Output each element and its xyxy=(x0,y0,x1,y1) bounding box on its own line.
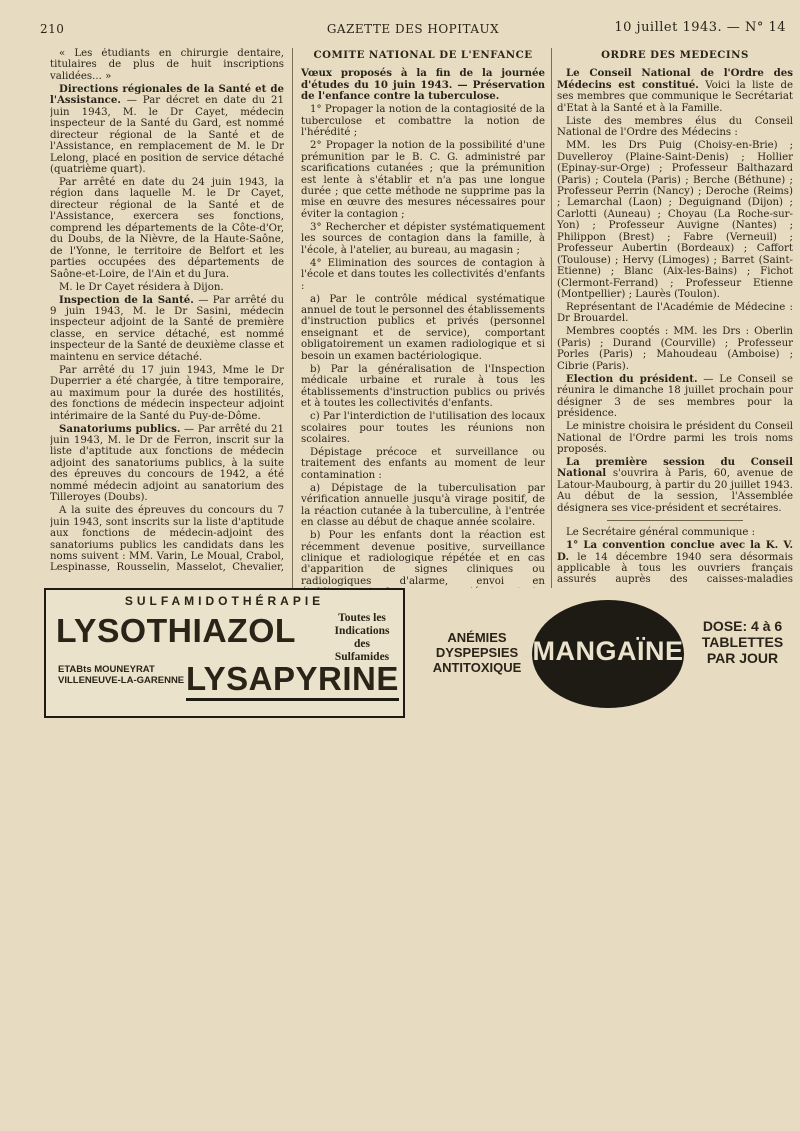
advertisements xyxy=(44,588,792,738)
paragraph: b) Pour les enfants dont la réaction est récemment devenue positive, surveillance clinique et radiologique répétée et en cas d'apparition de signes cliniques ou radiologiques d'alarme, envoi en xyxy=(301,530,545,587)
paragraph xyxy=(50,84,284,176)
paragraph: a) Dépistage de la tuberculisation par vérification annuelle jusqu'à virage positif, de la réaction cutanée à la tuberculine, à l'entrée en classe au début de chaque année scolaire. xyxy=(301,482,545,529)
column-middle xyxy=(301,48,545,588)
intro-text: Vœux proposés à la fin de la journée d'études du 10 juin 1943. — Préservation de l'enfance contre la tuberculose. xyxy=(301,67,545,103)
paragraph: Dépistage précoce et surveillance ou traitement des enfants au moment de leur contamination : xyxy=(301,446,545,481)
paragraph-text: Voici la liste de ses membres que communique le Secrétariat d'Etat à la Santé et à la Famille. xyxy=(557,79,793,114)
column-right xyxy=(557,48,793,584)
paragraph: « Les étudiants en chirurgie dentaire, titulaires de plus de huit inscriptions validées... » xyxy=(50,48,284,82)
ad-tagline: SULFAMIDOTHÉRAPIE xyxy=(124,594,325,608)
manufacturer-town: VILLENEUVE-LA-GARENNE xyxy=(58,675,185,686)
paragraph-text: le 14 décembre 1940 sera désormais applicable à tous les ouvriers français assurés auprès des caisses-maladies xyxy=(557,551,793,584)
paragraph xyxy=(557,68,793,114)
paragraph: 3° Rechercher et dépister systématiquement les sources de contagion dans la famille, à l'école, à l'atelier, au bureau, au magasin ; xyxy=(301,221,545,256)
section-heading: ORDRE DES MEDECINS xyxy=(601,49,749,61)
issue-date: 10 juillet 1943. — N° 14 xyxy=(614,20,786,35)
paragraph: 2° Propager la notion de la possibilité d'une prémunition par le B. C. G. administré par scarifications cutanées ; que la prémunition est lente à s'établir et n'a pas une longue durée ; que cette méthode ne supprime pas la mise en œuvre des mesures nécessaires pour éviter la contagion ; xyxy=(301,140,545,220)
paragraph-text: s'ouvrira à Paris, 60, avenue de Latour-Maubourg, à partir du 20 juillet 1943. Au début de la session, l'Assemblée désignera ses vice-président et secrétaires. xyxy=(557,468,793,514)
column-divider xyxy=(551,48,552,588)
paragraph xyxy=(557,374,793,420)
paragraph: c) Par l'interdiction de l'utilisation des locaux scolaires pour toutes les réunions non scolaires. xyxy=(301,411,545,445)
paragraph xyxy=(557,457,793,514)
paragraph-heading: Sanatoriums publics. xyxy=(59,422,181,435)
paragraph-text: — Le Conseil se réunira le dimanche 18 juillet prochain pour désigner 3 de ses membres pour la présidence. xyxy=(557,373,793,420)
section-heading: COMITE NATIONAL DE L'ENFANCE xyxy=(313,49,533,61)
paragraph: Membres cooptés : MM. les Drs : Oberlin (Paris) ; Durand (Courville) ; Professeur Porles (Paris) ; Mahoudeau (Amboise) ; Cibrie (Paris). xyxy=(557,326,793,372)
column-left xyxy=(50,48,284,573)
paragraph: b) Par la généralisation de l'Inspection médicale urbaine et rurale à tous les établissements d'instruction publics ou privés et à toutes les collectivités d'enfants. xyxy=(301,363,545,410)
paragraph: Le Secrétaire général communique : xyxy=(566,527,756,539)
page-number: 210 xyxy=(40,22,65,36)
paragraph: Par arrêté du 17 juin 1943, Mme le Dr Duperrier a été chargée, à titre temporaire, au maximum pour la durée des hostilités, des fonctions de médecin inspecteur adjoint intérimaire de la Santé du Puy-de-Dôme. xyxy=(50,364,284,422)
mangaine-advert xyxy=(412,588,797,714)
paragraph xyxy=(50,424,284,504)
lysothiazol-advert xyxy=(44,588,405,718)
section-rule xyxy=(607,520,743,521)
paragraph-heading: Le Conseil National de l'Ordre des Médecins est constitué. xyxy=(557,67,793,91)
journal-title: GAZETTE DES HOPITAUX xyxy=(326,22,500,36)
lysapyrine-brand: LYSAPYRINE xyxy=(186,660,399,701)
manufacturer-name: ETABts MOUNEYRAT xyxy=(58,664,155,675)
column-divider xyxy=(292,48,293,588)
paragraph-heading: 1° La convention conclue avec la K. V. D. xyxy=(557,539,793,563)
paragraph-text: — Par arrêté du 9 juin 1943, M. le Dr Sasini, médecin inspecteur adjoint de la Santé de première classe, en service détaché, est nommé inspecteur de la Santé de deuxième classe et maintenu en service détaché. xyxy=(50,294,284,363)
paragraph-heading: Inspection de la Santé. xyxy=(59,293,194,306)
paragraph: MM. les Drs Puig (Choisy-en-Brie) ; Duvelleroy (Plaine-Saint-Denis) ; Hollier (Epinay-sur-Orge) ; Professeur Balthazard (Paris) ; Coutela (Paris) ; Berche (Béthune) ; Professeur Perrin (Nancy) ; Deroche (Reims) ; Lemarchal (Laon) ; Deguignand (Dijon) ; Carlotti (Auneau) ; Choyau (La Roche-sur-Yon) ; Professeur Auvigne (Nantes) ; Philippon (Brest) ; Fabre (Verneuil) ; Professeur Aubertin (Bordeaux) ; Caffort (Toulouse) ; Hervy (Limoges) ; Barret (Saint-Etienne) ; Blanc (Aix-les-Bains) ; Fichot (Clermont-Ferrand) ; Professeur Etienne (Montpellier) ; Laurès (Toulon). xyxy=(557,140,793,301)
paragraph: M. le Dr Cayet résidera à Dijon. xyxy=(59,281,224,293)
section-intro xyxy=(301,68,545,102)
paragraph: Par arrêté en date du 24 juin 1943, la région dans laquelle M. le Dr Cayet, directeur régional de la Santé et de l'Assistance, exercera ses fonctions, comprend les départements de la Côte-d'Or, du Doubs, de la Nièvre, de la Haute-Saône, de l'Yonne, le territoire de Belfort et les parties occupées des départements de Saône-et-Loire, de l'Ain et du Jura. xyxy=(50,176,284,280)
paragraph-heading: Directions régionales de la Santé et de l'Assistance. xyxy=(50,82,284,107)
paragraph: Représentant de l'Académie de Médecine : Dr Brouardel. xyxy=(557,302,793,325)
ad-dosage: DOSE: 4 à 6 TABLETTES PAR JOUR xyxy=(701,618,784,666)
paragraph: 4° Elimination des sources de contagion à l'école et dans toutes les collectivités d'enfants : xyxy=(301,257,545,292)
paragraph xyxy=(50,295,284,364)
mangaine-logo xyxy=(532,600,684,708)
paragraph xyxy=(557,540,793,584)
ad-indications: ANÉMIES DYSPEPSIES ANTITOXIQUE xyxy=(432,630,522,675)
page-header xyxy=(40,20,786,40)
paragraph: Le ministre choisira le président du Conseil National de l'Ordre parmi les trois noms proposés. xyxy=(557,421,793,455)
paragraph: A la suite des épreuves du concours du 7 juin 1943, sont inscrits sur la liste d'aptitude aux fonctions de médecin-adjoint des sanatoriums publics les candidats dans les noms suivent : MM. Varin, Le Moual, Crabol, Lespinasse, Rousselin, Masselot, Chevalier, xyxy=(50,505,284,573)
paragraph-heading: La première session du Conseil National xyxy=(557,455,793,480)
mangaine-brand: MANGAÏNE xyxy=(532,636,684,666)
ad-manufacturer xyxy=(58,664,184,686)
paragraph: a) Par le contrôle médical systématique annuel de tout le personnel des établissements d'instruction publics et privés (personnel enseignant et de service), comportant obligatoirement un examen radiologique et si besoin un examen bactériologique. xyxy=(301,293,545,362)
paragraph-heading: Election du président. xyxy=(566,372,698,385)
paragraph-text: — Par arrêté du 21 juin 1943, M. le Dr de Ferron, inscrit sur la liste d'aptitude aux fonctions de médecin adjoint des sanatoriums publics, à la suite des épreuves du concours de 1942, a été nommé médecin adjoint au sanatorium des Tilleroyes (Doubs). xyxy=(50,423,284,504)
paragraph-text: — Par décret en date du 21 juin 1943, M. le Dr Cayet, médecin inspecteur de la Santé du Gard, est nommé directeur régional de la Santé et de l'Assistance, en remplacement de M. le Dr Lelong, placé en position de service détaché (quatrième quart). xyxy=(50,95,284,176)
lysothiazol-brand: LYSOTHIAZOL xyxy=(56,612,297,649)
ad-indications: Toutes les Indications des Sulfamides xyxy=(334,612,390,663)
paragraph: 1° Propager la notion de la contagiosité de la tuberculose et combattre la notion de l'hérédité ; xyxy=(301,104,545,139)
paragraph: Liste des membres élus du Conseil National de l'Ordre des Médecins : xyxy=(557,115,793,139)
